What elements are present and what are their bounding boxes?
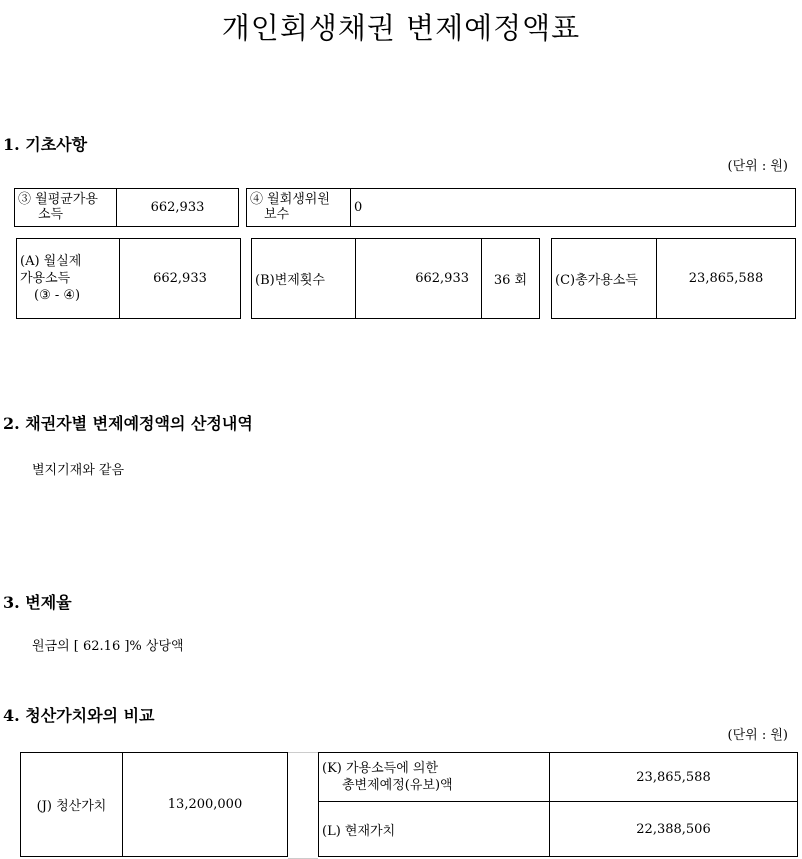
a-label-line3: (③ - ④) (34, 288, 81, 303)
b-count: 36 회 (482, 239, 540, 319)
section-2-heading: 2. 채권자별 변제예정액의 산정내역 (3, 414, 253, 433)
liquidation-table (20, 752, 288, 857)
avg-income-value: 662,933 (117, 189, 239, 227)
avg-income-label-line2: 소득 (38, 207, 64, 222)
j-value: 13,200,000 (123, 753, 288, 857)
trustee-fee-label (247, 189, 351, 227)
section-1-heading: 1. 기초사항 (3, 135, 88, 154)
b-table (251, 238, 540, 319)
a-label-line1: (A) 월실제 (20, 254, 82, 269)
k-value: 23,865,588 (550, 753, 798, 802)
avg-income-table (14, 188, 239, 227)
avg-income-label-line1: ③ 월평균가용 (18, 192, 98, 207)
k-label-line2: 총변제예정(유보)액 (342, 778, 453, 793)
b-label: (B)변제횟수 (252, 239, 356, 319)
a-table (16, 238, 241, 319)
j-label: (J) 청산가치 (21, 753, 123, 857)
document-title: 개인회생채권 변제예정액표 (221, 11, 581, 45)
unit-label: (단위 : 원) (727, 159, 788, 174)
trustee-fee-label-line1: ④ 월회생위원 (250, 192, 330, 207)
c-value: 23,865,588 (657, 239, 796, 319)
section-3-heading: 3. 변제율 (3, 593, 72, 612)
k-label-line1: (K) 가용소득에 의한 (322, 761, 439, 776)
c-table (551, 238, 796, 319)
a-value: 662,933 (120, 239, 241, 319)
rate-note: 원금의 [ 62.16 ]% 상당액 (32, 639, 184, 654)
k-label (319, 753, 550, 802)
c-label: (C)총가용소득 (552, 239, 657, 319)
trustee-fee-table (246, 188, 796, 227)
repayment-table (318, 752, 798, 857)
l-value: 22,388,506 (550, 802, 798, 857)
a-label-line2: 가용소득 (20, 271, 71, 286)
section-4-heading: 4. 청산가치와의 비교 (3, 706, 155, 725)
avg-income-label (15, 189, 117, 227)
calc-note: 별지기재와 같음 (32, 463, 125, 478)
unit-label-2: (단위 : 원) (727, 728, 788, 743)
a-label (17, 239, 120, 319)
trustee-fee-value: 0 (351, 189, 796, 227)
trustee-fee-label-line2: 보수 (264, 207, 290, 222)
b-value: 662,933 (356, 239, 482, 319)
l-label: (L) 현재가치 (319, 802, 550, 857)
table-gap (288, 752, 318, 859)
